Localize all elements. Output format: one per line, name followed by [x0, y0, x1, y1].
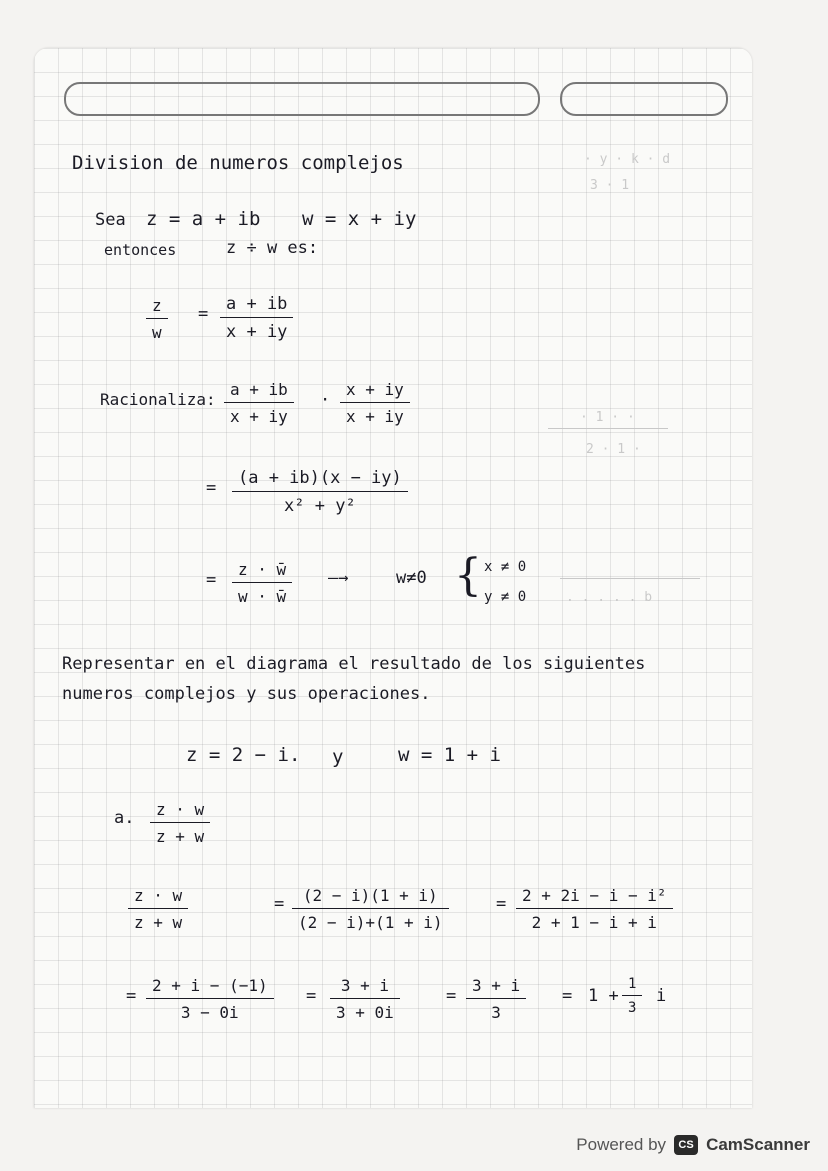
camscanner-watermark — [576, 1135, 810, 1155]
equals-sign: = — [198, 304, 209, 324]
header-box-left — [64, 82, 540, 116]
equals-sign: = — [306, 986, 317, 1006]
equals-sign: = — [206, 478, 217, 498]
entonces-label: entonces — [104, 241, 177, 259]
ab-over-xy-fraction: $\frac{a + ib}{x + iy}$ — [224, 380, 294, 426]
powered-by-text: Powered by — [576, 1135, 667, 1154]
one-third-fraction: $\frac{1}{3}$ — [622, 976, 642, 1016]
distributed-fraction: $\frac{\text{2 + 2i − i − i²}}{2 + 1 - i + i}$ — [516, 886, 673, 932]
simplified-fraction: $\frac{2 + i - (-1)}{3 - 0i}$ — [146, 976, 274, 1022]
w-definition: w = x + iy — [302, 208, 417, 230]
bleed-through-line — [560, 578, 700, 579]
left-brace: { — [454, 550, 482, 601]
header-box-right — [560, 82, 728, 116]
part-a-fraction: $\frac{z \cdot w}{z + w}$ — [150, 800, 210, 846]
conjugate-fraction: $\frac{x + iy}{x + iy}$ — [340, 380, 410, 426]
equals-sign: = — [206, 570, 217, 590]
bleed-through-line — [548, 428, 668, 429]
three-plus-i-fraction: $\frac{3 + i}{3 + 0i}$ — [330, 976, 400, 1022]
equals-sign: = — [562, 986, 573, 1006]
y-condition: y ≠ 0 — [484, 589, 527, 605]
multiply-dot: · — [320, 390, 331, 410]
connector-y: y — [332, 746, 344, 768]
ab-over-xy-fraction: $\frac{a + ib}{x + iy}$ — [220, 294, 293, 342]
z-div-w-statement: z ÷ w es: — [226, 238, 319, 258]
bleed-through-mark: · y · k · d — [584, 152, 671, 167]
z-definition: z = a + ib — [146, 208, 261, 230]
equals-sign: = — [126, 986, 137, 1006]
part-a-label: a. — [114, 808, 135, 828]
camscanner-brand: CamScanner — [706, 1135, 810, 1154]
sea-label: Sea — [95, 210, 126, 230]
w-value: w = 1 + i — [398, 744, 501, 766]
final-imaginary-unit: i — [656, 986, 667, 1006]
w-nonzero-condition: w≠0 — [396, 568, 427, 588]
bleed-through-mark: 2 · 1 · — [586, 442, 641, 457]
z-value: z = 2 − i. — [186, 744, 301, 766]
racionaliza-label: Racionaliza: — [100, 390, 216, 409]
bleed-through-mark: . . . . . b — [566, 590, 653, 605]
equals-sign: = — [496, 894, 507, 914]
three-plus-i-over-three: $\frac{3 + i}{3}$ — [466, 976, 526, 1022]
implies-arrow: —→ — [328, 568, 349, 588]
bleed-through-mark: · 1 · · — [580, 410, 635, 425]
camscanner-logo-icon: CS — [674, 1135, 698, 1155]
instruction-line-2: numeros complejos y sus operaciones. — [62, 684, 431, 704]
substituted-fraction: $\frac{(2 - i)(1 + i)}{(2 - i)+(1 + i)}$ — [292, 886, 449, 932]
z-over-w-fraction: $\frac{z}{w}$ — [146, 296, 168, 342]
instruction-line-1: Representar en el diagrama el resultado de los siguientes — [62, 654, 646, 674]
equals-sign: = — [446, 986, 457, 1006]
final-whole-part: 1 + — [588, 986, 619, 1006]
equals-sign: = — [274, 894, 285, 914]
x-condition: x ≠ 0 — [484, 559, 527, 575]
z-wbar-fraction: $\frac{z \cdot w̄}{w \cdot w̄}$ — [232, 560, 292, 606]
zw-over-zpw-fraction: $\frac{z \cdot w}{z + w}$ — [128, 886, 188, 932]
page-heading: Division de numeros complejos — [72, 152, 404, 174]
bleed-through-mark: 3 · 1 — [590, 178, 630, 193]
expanded-fraction: $\frac{(a + ib)(x - iy)}{\text{x² + y²}}$ — [232, 468, 408, 516]
